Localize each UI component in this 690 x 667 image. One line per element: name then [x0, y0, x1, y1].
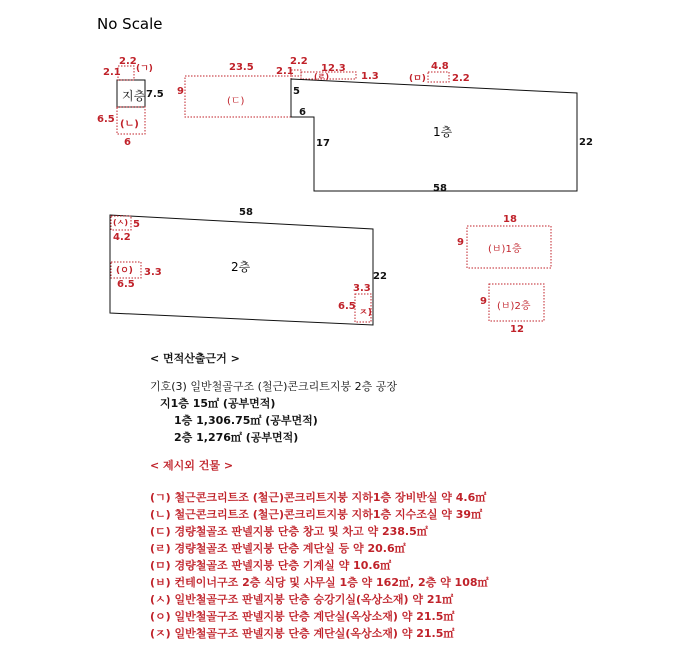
label-n-left: 6.5 [97, 114, 115, 125]
label-s-bottom: 4.2 [113, 232, 131, 243]
label-s-tag: (ㅅ) [113, 218, 129, 227]
label-r-right: 1.3 [361, 71, 379, 82]
summary-row: 1층 1,306.75㎡ (공부면적) [174, 414, 318, 427]
annex-item: (ㅇ) 일반철골구조 판넬지붕 단층 계단실(옥상소재) 약 21.5㎡ [150, 610, 455, 623]
label-b1-left: 9 [457, 237, 464, 248]
scale-note: No Scale [97, 15, 163, 33]
label-r-top2: 12.3 [321, 63, 346, 74]
annex-m-outline [428, 72, 449, 82]
label-b1-name: (ㅂ)1층 [488, 244, 522, 255]
label-d-top: 23.5 [229, 62, 254, 73]
label-j-left: 6.5 [338, 301, 356, 312]
label-f2-right: 22 [373, 271, 387, 282]
annex-item: (ㅈ) 일반철골구조 판넬지붕 단층 계단실(옥상소재) 약 21.5㎡ [150, 627, 455, 640]
label-r-tag: (ㄹ) [314, 72, 330, 81]
annex-item: (ㄹ) 경량철골조 판넬지붕 단층 계단실 등 약 20.6㎡ [150, 542, 406, 555]
annex-item: (ㅂ) 컨테이너구조 2층 식당 및 사무실 1층 약 162㎡, 2층 약 108㎡ [150, 576, 489, 589]
annex-item: (ㄷ) 경량철골조 판넬지붕 단층 창고 및 차고 약 238.5㎡ [150, 525, 428, 538]
label-f1-left: 17 [316, 138, 330, 149]
label-b2-name: (ㅂ)2층 [497, 301, 531, 312]
area-summary-block [150, 350, 670, 642]
annex-item: (ㄴ) 철근콘크리트조 (철근)콘크리트지붕 지하1층 지수조실 약 39㎡ [150, 508, 483, 521]
label-m-top: 4.8 [431, 61, 449, 72]
label-o-right: 3.3 [144, 267, 162, 278]
label-g-left: 2.1 [103, 67, 121, 78]
summary-heading: < 면적산출근거 > [150, 352, 240, 365]
label-r-top1: 2.2 [290, 56, 308, 67]
label-d-left: 9 [177, 86, 184, 97]
annex-heading: < 제시외 건물 > [150, 459, 234, 472]
summary-row: 2층 1,276㎡ (공부면적) [174, 431, 299, 444]
annex-item: (ㅁ) 경량철골조 판넬지붕 단층 기계실 약 10.6㎡ [150, 559, 392, 572]
label-f2-name: 2층 [231, 260, 251, 274]
label-f1-right: 22 [579, 137, 593, 148]
annex-item: (ㄱ) 철근콘크리트조 (철근)콘크리트지붕 지하1층 장비반실 약 4.6㎡ [150, 491, 487, 504]
label-f1-name: 1층 [433, 125, 453, 139]
label-f2-top: 58 [239, 207, 253, 218]
label-j-tag: ㅈ) [359, 308, 372, 318]
label-basement: 지층 [122, 89, 146, 103]
label-o-tag: (ㅇ) [116, 266, 133, 276]
summary-title: 기호(3) 일반철골구조 (철근)콘크리트지붕 2층 공장 [150, 380, 398, 393]
annex-item: (ㅅ) 일반철골구조 판넬지붕 단층 승강기실(옥상소재) 약 21㎡ [150, 593, 454, 606]
label-b1-top: 18 [503, 214, 517, 225]
label-m-right: 2.2 [452, 73, 470, 84]
label-b2-bottom: 12 [510, 324, 524, 335]
label-n-tag: (ㄴ) [120, 119, 139, 130]
label-b2-left: 9 [480, 296, 487, 307]
label-s-right: 5 [133, 219, 140, 230]
label-o-bottom: 6.5 [117, 279, 135, 290]
label-r-left: 2.1 [276, 66, 294, 77]
summary-row: 지1층 15㎡ (공부면적) [160, 397, 276, 410]
label-f1-notch-h: 6 [299, 107, 306, 118]
label-j-top: 3.3 [353, 283, 371, 294]
label-m-tag: (ㅁ) [409, 74, 426, 84]
label-n-bottom: 6 [124, 137, 131, 148]
label-f1-notch-w: 5 [293, 86, 300, 97]
label-d-tag: (ㄷ) [227, 96, 245, 107]
label-f1-bottom: 58 [433, 183, 447, 194]
label-g-top: 2.2 [119, 56, 137, 67]
label-basement-side: 7.5 [146, 89, 164, 100]
label-g-tag: (ㄱ) [136, 64, 153, 74]
